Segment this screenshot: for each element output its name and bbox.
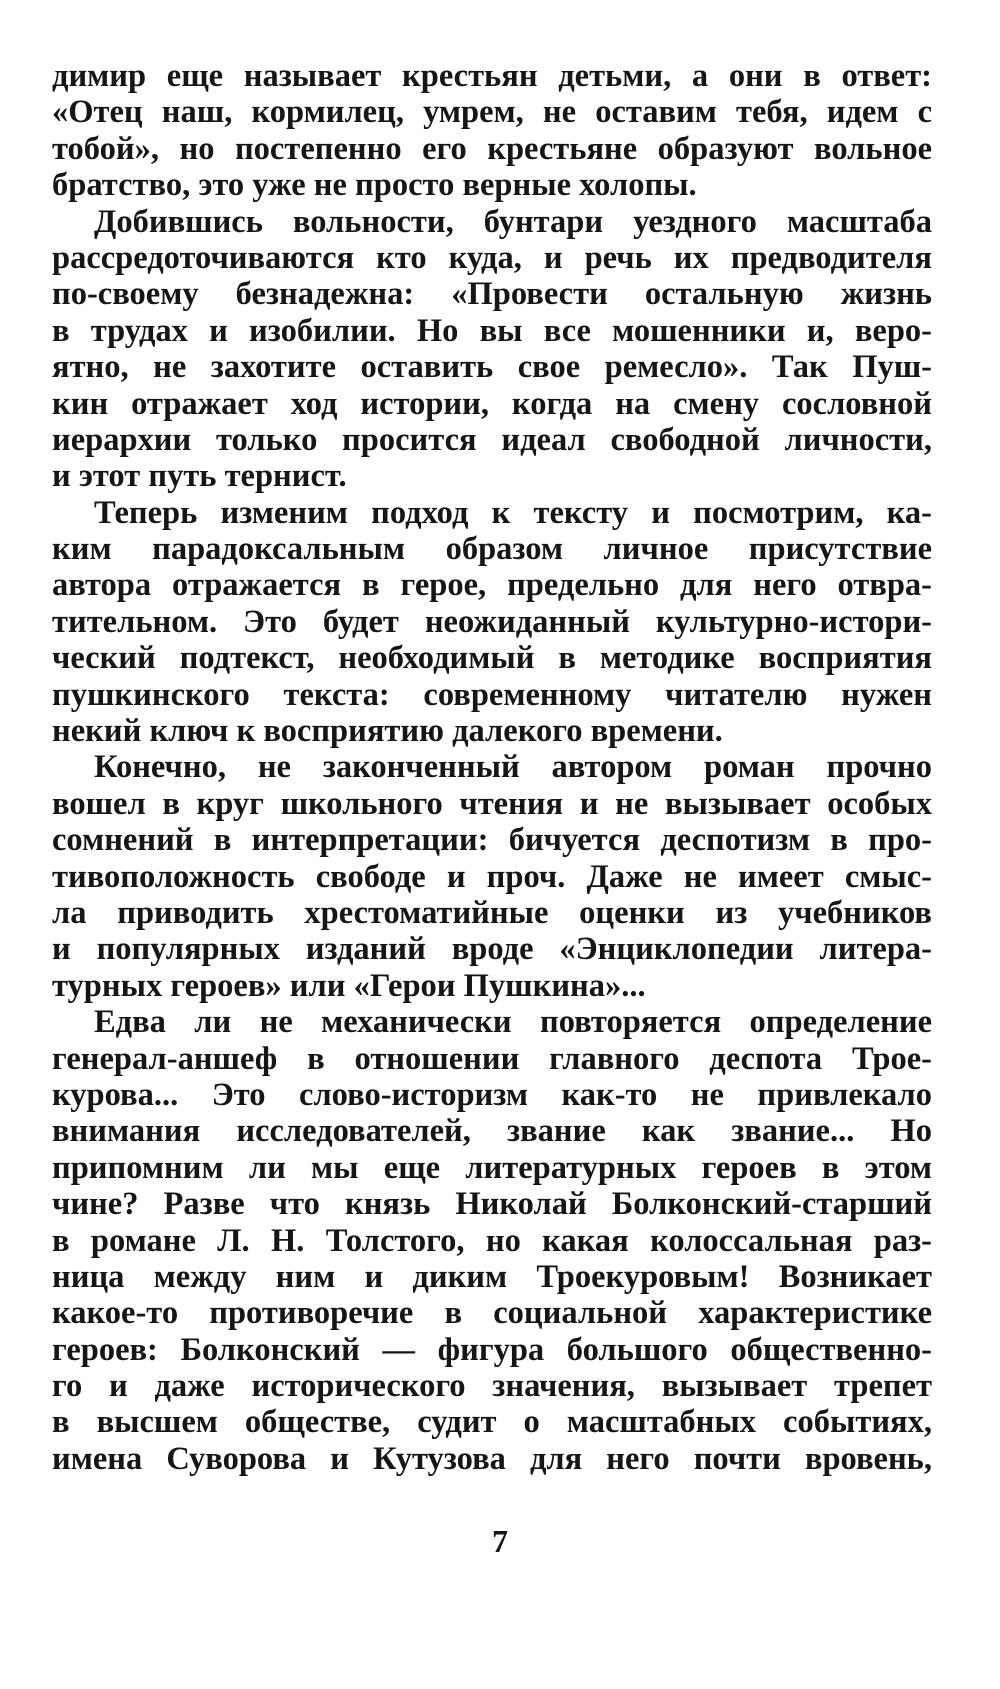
text-line: и этот путь тернист.	[52, 458, 347, 495]
text-line: внимания исследователей, звание как звание... Но	[52, 1113, 932, 1150]
text-line: турных героев» или «Герои Пушкина»...	[52, 967, 646, 1004]
text-line: чине? Разве что князь Николай Болконский-старший	[52, 1186, 932, 1223]
text-line: в романе Л. Н. Толстого, но какая колоссальная раз-	[52, 1222, 932, 1259]
text-line: Конечно, не законченный автором роман прочно	[94, 749, 932, 786]
text-line: го и даже исторического значения, вызывает трепет	[52, 1368, 932, 1405]
text-line: братство, это уже не просто верные холопы.	[52, 167, 697, 204]
text-line: ким парадоксальным образом личное присутствие	[52, 531, 932, 568]
text-line: ческий подтекст, необходимый в методике восприятия	[52, 640, 932, 677]
paragraph	[52, 495, 932, 750]
text-line: Едва ли не механически повторяется определение	[94, 1004, 932, 1041]
text-line: ла приводить хрестоматийные оценки из учебников	[52, 894, 932, 931]
text-line: иерархии только просится идеал свободной личности,	[52, 421, 932, 458]
text-line: пушкинского текста: современному читателю нужен	[52, 676, 932, 713]
text-line: тительном. Это будет неожиданный культурно-истори-	[52, 603, 932, 640]
paragraph	[52, 204, 932, 495]
text-line: в высшем обществе, судит о масштабных событиях,	[52, 1404, 932, 1441]
text-line: вошел в круг школьного чтения и не вызывает особых	[52, 785, 932, 822]
text-line: генерал-аншеф в отношении главного деспота Трое-	[52, 1040, 932, 1077]
text-line: имена Суворова и Кутузова для него почти вровень,	[52, 1440, 932, 1477]
text-line: курова... Это слово-историзм как-то не привлекало	[52, 1076, 932, 1113]
text-line: в трудах и изобилии. Но вы все мошенники и, веро-	[52, 312, 932, 349]
paragraph	[52, 58, 932, 204]
text-line: кин отражает ход истории, когда на смену сословной	[52, 385, 932, 422]
text-line: рассредоточиваются кто куда, и речь их предводителя	[52, 239, 932, 276]
page-body	[52, 58, 932, 1477]
text-line: какое-то противоречие в социальной характеристике	[52, 1295, 932, 1332]
text-line: по-своему безнадежна: «Провести остальную жизнь	[52, 276, 932, 313]
text-line: припомним ли мы еще литературных героев в этом	[52, 1149, 932, 1186]
text-line: Теперь изменим подход к тексту и посмотрим, ка-	[94, 494, 932, 531]
text-line: сомнений в интерпретации: бичуется деспотизм в про-	[52, 822, 932, 859]
text-line: ятно, не захотите оставить свое ремесло». Так Пуш-	[52, 349, 932, 386]
text-line: некий ключ к восприятию далекого времени.	[52, 713, 723, 750]
text-line: димир еще называет крестьян детьми, а они в ответ:	[52, 58, 932, 94]
text-line: автора отражается в герое, предельно для него отвра-	[52, 567, 932, 604]
text-line: и популярных изданий вроде «Энциклопедии литера-	[52, 931, 932, 968]
text-line: Добившись вольности, бунтари уездного масштаба	[94, 203, 932, 240]
paragraph	[52, 1004, 932, 1477]
page-number: 7	[492, 1523, 508, 1559]
text-line: ница между ним и диким Троекуровым! Возникает	[52, 1258, 932, 1295]
text-line: тобой», но постепенно его крестьяне образуют вольное	[52, 130, 932, 167]
paragraph	[52, 749, 932, 1004]
text-line: героев: Болконский — фигура большого общественно-	[52, 1331, 932, 1368]
text-line: тивоположность свободе и проч. Даже не имеет смыс-	[52, 858, 932, 895]
text-line: «Отец наш, кормилец, умрем, не оставим тебя, идем с	[52, 94, 932, 131]
